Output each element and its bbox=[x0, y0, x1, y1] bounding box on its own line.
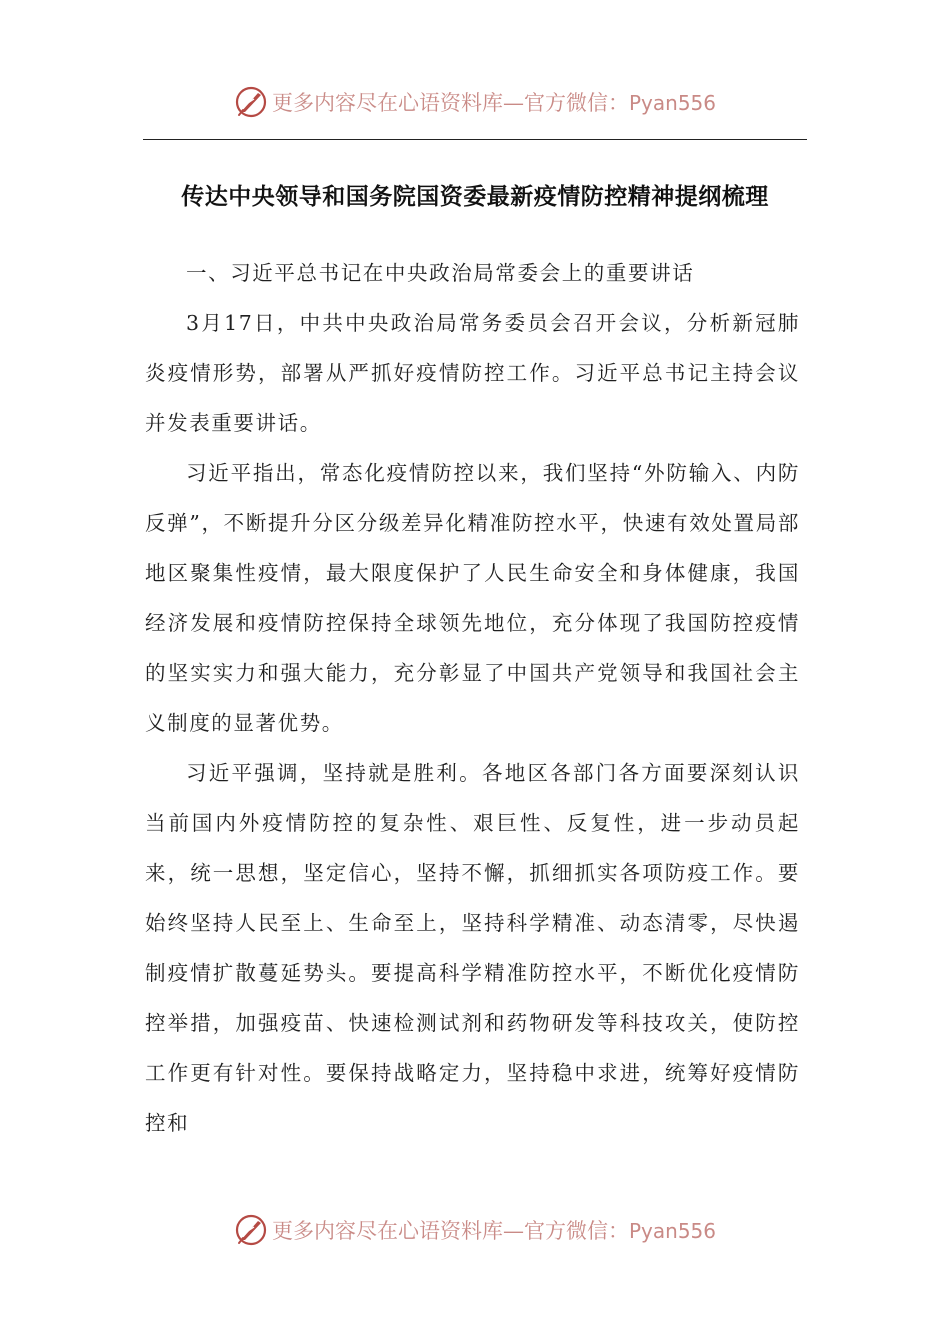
watermark-text: 更多内容尽在心语资料库—官方微信：Pyan556 bbox=[271, 1219, 716, 1243]
header-watermark bbox=[0, 80, 950, 124]
document-body bbox=[145, 248, 800, 1148]
watermark-handle: Pyan556 bbox=[628, 1219, 716, 1243]
quill-logo-icon bbox=[234, 1213, 268, 1247]
document-title: 传达中央领导和国务院国资委最新疫情防控精神提纲梳理 bbox=[181, 184, 769, 210]
body-paragraph: 习近平强调，坚持就是胜利。各地区各部门各方面要深刻认识当前国内外疫情防控的复杂性、艰巨性、反复性，进一步动员起来，统一思想，坚定信心，坚持不懈，抓细抓实各项防疫工作。要始终坚持人民至上、生命至上，坚持科学精准、动态清零，尽快遏制疫情扩散蔓延势头。要提高科学精准防控水平，不断优化疫情防控举措，加强疫苗、快速检测试剂和药物研发等科技攻关，使防控工作更有针对性。要保持战略定力，坚持稳中求进，统筹好疫情防控和 bbox=[145, 761, 800, 1135]
watermark-text: 更多内容尽在心语资料库—官方微信：Pyan556 bbox=[271, 91, 716, 115]
section-heading: 一、习近平总书记在中央政治局常委会上的重要讲话 bbox=[186, 261, 695, 285]
footer-watermark bbox=[0, 1208, 950, 1252]
quill-logo-icon bbox=[234, 85, 268, 119]
body-paragraph: 3月17日，中共中央政治局常务委员会召开会议，分析新冠肺炎疫情形势，部署从严抓好疫情防控工作。习近平总书记主持会议并发表重要讲话。 bbox=[145, 311, 800, 435]
watermark-handle: Pyan556 bbox=[628, 91, 716, 115]
body-paragraph: 习近平指出，常态化疫情防控以来，我们坚持“外防输入、内防反弹”，不断提升分区分级差异化精准防控水平，快速有效处置局部地区聚集性疫情，最大限度保护了人民生命安全和身体健康，我国经济发展和疫情防控保持全球领先地位，充分体现了我国防控疫情的坚实实力和强大能力，充分彰显了中国共产党领导和我国社会主义制度的显著优势。 bbox=[145, 461, 800, 735]
header-divider bbox=[143, 139, 807, 140]
